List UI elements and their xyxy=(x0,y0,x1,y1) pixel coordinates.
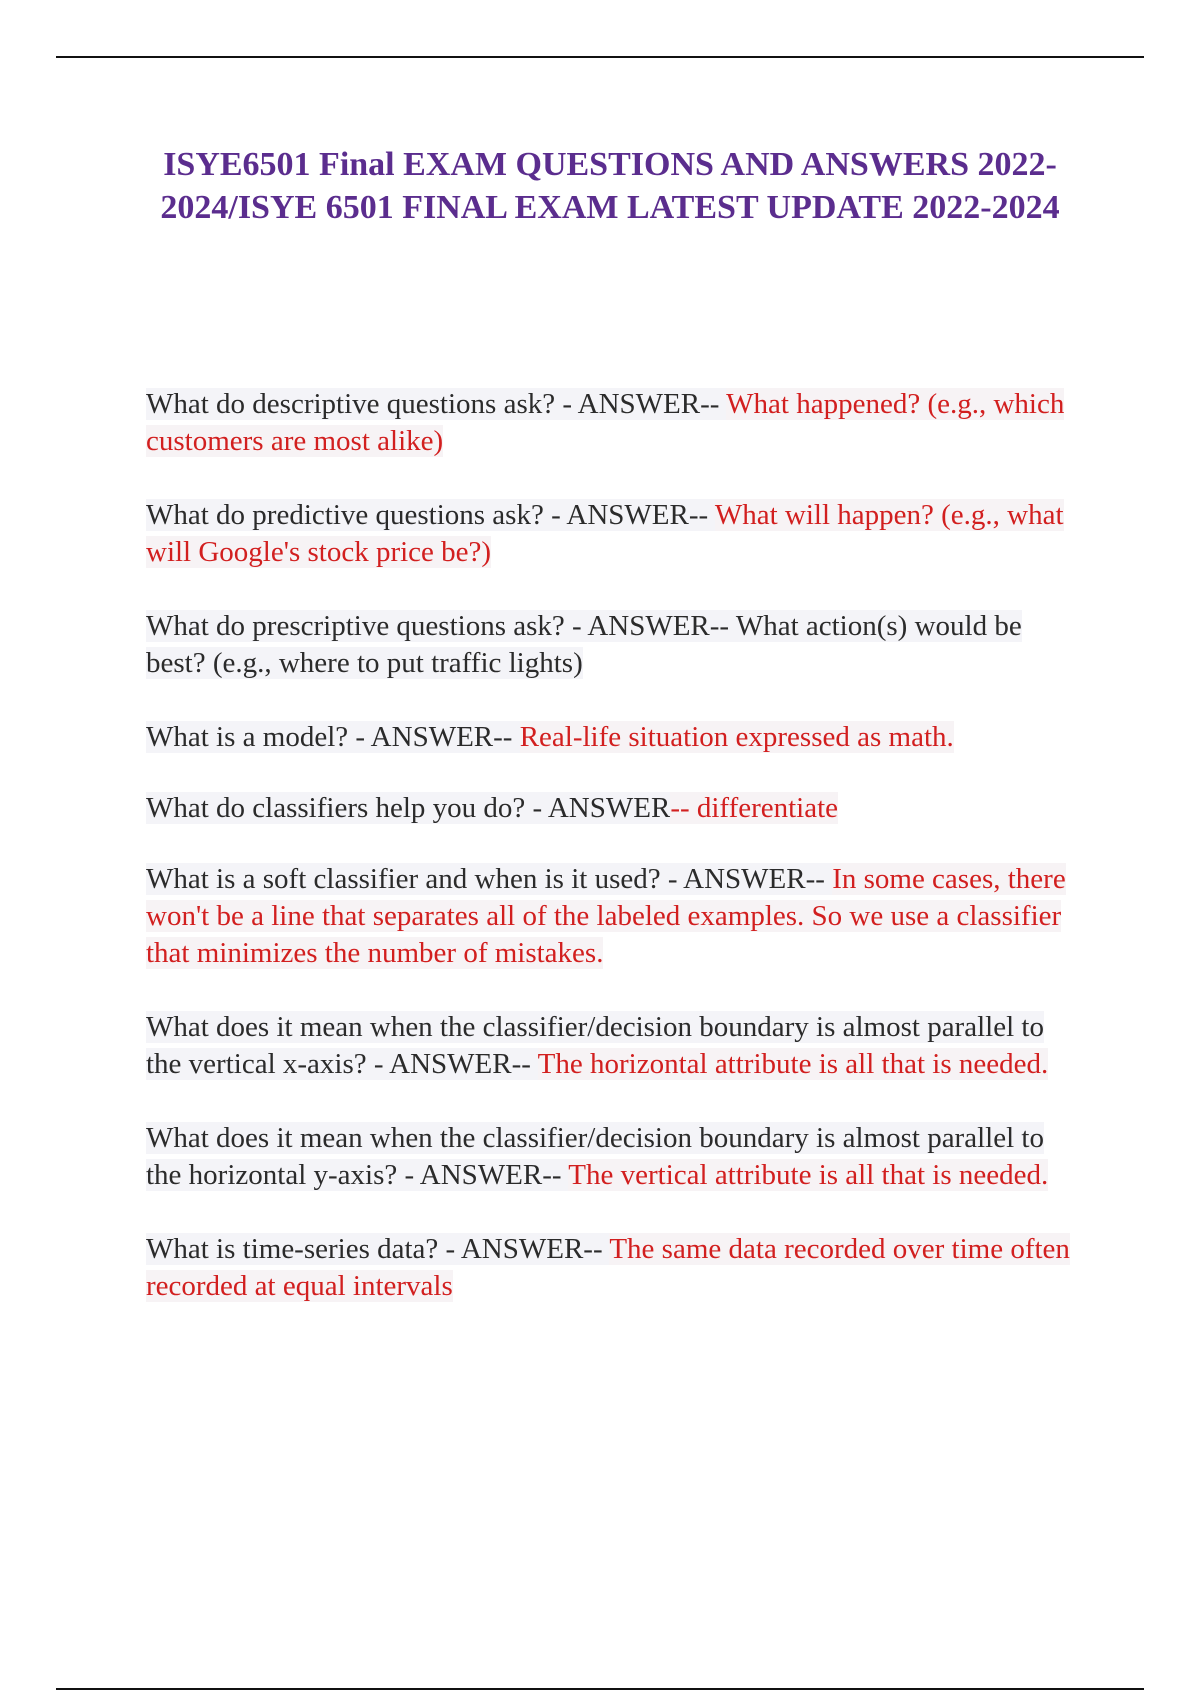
qa-item-time-series xyxy=(146,1231,1086,1305)
document-title: ISYE6501 Final EXAM QUESTIONS AND ANSWERS 2022-2024/ISYE 6501 FINAL EXAM LATEST UPDATE 2022-2024 xyxy=(160,146,1060,226)
answer-text: In some cases, there won't be a line that separates all of the labeled examples. So we use a classifier that minimizes the number of mistakes. xyxy=(146,863,1066,969)
qa-item-model xyxy=(146,719,1086,756)
question-text: What is a model? - ANSWER-- xyxy=(146,721,520,753)
question-text: What do predictive questions ask? - ANSWER-- xyxy=(146,499,715,531)
question-text: What do classifiers help you do? - ANSWER xyxy=(146,792,671,824)
question-text: What does it mean when the classifier/decision boundary is almost parallel to the horizontal y-axis? - ANSWER-- xyxy=(146,1122,1044,1191)
question-text: What is time-series data? - ANSWER-- xyxy=(146,1233,610,1265)
answer-text: What action(s) would be best? (e.g., where to put traffic lights) xyxy=(146,610,1022,679)
answer-text: -- differentiate xyxy=(670,792,839,824)
qa-item-vertical-boundary xyxy=(146,1009,1086,1083)
question-text: What do prescriptive questions ask? - ANSWER-- xyxy=(146,610,736,642)
qa-item-horizontal-boundary xyxy=(146,1120,1086,1194)
answer-text: What will happen? (e.g., what will Google's stock price be?) xyxy=(146,499,1064,568)
qa-item-predictive xyxy=(146,497,1086,571)
qa-item-descriptive xyxy=(146,386,1086,460)
answer-text: Real-life situation expressed as math. xyxy=(519,721,954,753)
top-rule xyxy=(56,56,1144,58)
answer-text: The vertical attribute is all that is needed. xyxy=(568,1159,1049,1191)
qa-item-classifiers xyxy=(146,790,1086,827)
bottom-rule xyxy=(56,1688,1144,1690)
answer-text: The horizontal attribute is all that is needed. xyxy=(537,1048,1049,1080)
qa-item-soft-classifier xyxy=(146,861,1086,972)
question-text: What does it mean when the classifier/decision boundary is almost parallel to the vertical x-axis? - ANSWER-- xyxy=(146,1011,1044,1080)
question-text: What do descriptive questions ask? - ANSWER-- xyxy=(146,388,727,420)
qa-item-prescriptive xyxy=(146,608,1086,682)
answer-text: What happened? (e.g., which customers are most alike) xyxy=(146,388,1065,457)
answer-text: The same data recorded over time often recorded at equal intervals xyxy=(146,1233,1070,1302)
qa-list xyxy=(146,386,1086,1342)
question-text: What is a soft classifier and when is it used? - ANSWER-- xyxy=(146,863,833,895)
